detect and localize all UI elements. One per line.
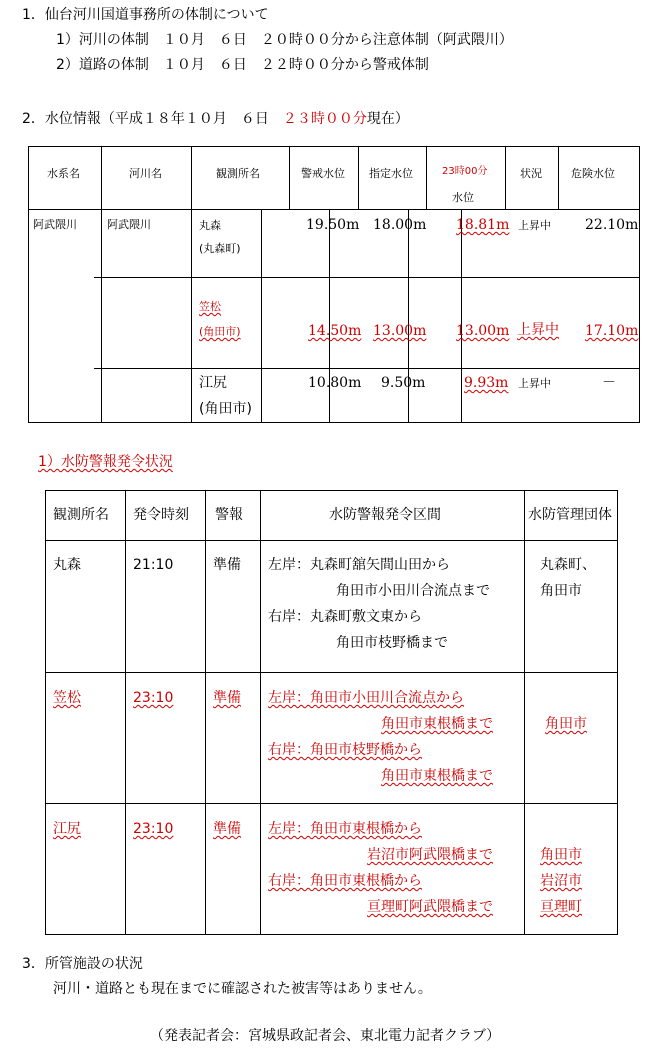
kasamatsu-warning-level: 14.50m [308, 323, 362, 339]
header-warning-level: 警戒水位 [290, 147, 359, 210]
flood-warning-heading: 1）水防警報発令状況 [38, 454, 173, 470]
station-kasamatsu-name: 笠松 [199, 300, 221, 313]
flood-row-time: 21:10 [126, 541, 206, 673]
section1-river-status: 1）河川の体制 １０月 ６日 ２０時００分から注意体制（阿武隈川） [56, 32, 513, 48]
flood-row-station: 丸森 [46, 541, 126, 673]
flood-row-alert: 準備 [206, 673, 261, 804]
flood-header-time: 発令時刻 [126, 491, 206, 541]
marumori-danger-level: 22.10m [585, 217, 639, 233]
kasamatsu-current-level: 13.00m [456, 323, 510, 339]
header-designated-level: 指定水位 [359, 147, 427, 210]
station-marumori-name: 丸森 [199, 219, 221, 232]
header-current-level: 23時00分 水位 [427, 147, 506, 210]
marumori-designated-level: 18.00m [373, 217, 427, 233]
flood-warning-table [45, 490, 618, 935]
cell-system: 阿武隈川 [29, 210, 102, 423]
press-footer: （発表記者会：宮城県政記者会、東北電力記者クラブ） [150, 1028, 501, 1044]
flood-row-alert: 準備 [206, 804, 261, 935]
station-ejiri-name: 江尻 [199, 375, 227, 391]
flood-row-station: 笠松 [46, 673, 126, 804]
header-station: 観測所名 [192, 147, 290, 210]
section1-heading: 1．仙台河川国道事務所の体制について [22, 7, 269, 23]
station-marumori-location: (丸森町) [199, 242, 241, 255]
kasamatsu-status: 上昇中 [517, 322, 559, 338]
section3-body: 河川・道路とも現在までに確認された被害等はありません。 [53, 981, 432, 997]
flood-header-station: 観測所名 [46, 491, 126, 541]
flood-row-sections: 左岸：丸森町舘矢間山田から 角田市小田川合流点まで 右岸：丸森町敷文東から 角田市枝野橋まで [261, 541, 525, 673]
station-ejiri-location: (角田市) [199, 401, 252, 417]
section2-heading-suffix: 現在） [366, 111, 409, 127]
flood-row-alert: 準備 [206, 541, 261, 673]
section2-heading-prefix: 2．水位情報（平成１８年１０月 ６日 [22, 111, 269, 127]
kasamatsu-danger-level: 17.10m [585, 323, 639, 339]
flood-row-orgs: 角田市 [525, 673, 618, 804]
ejiri-designated-level: 9.50m [381, 375, 426, 391]
marumori-current-level: 18.81m [456, 217, 510, 233]
flood-row-orgs: 丸森町、 角田市 [525, 541, 618, 673]
ejiri-danger-level: － [602, 375, 616, 391]
flood-row-orgs: 角田市 岩沼市 亘理町 [525, 804, 618, 935]
section2-heading [22, 110, 409, 128]
station-kasamatsu-location: (角田市) [199, 325, 241, 338]
flood-header-section: 水防警報発令区間 [261, 491, 525, 541]
flood-row-time: 23:10 [126, 804, 206, 935]
cell-river: 阿武隈川 [102, 210, 192, 423]
flood-header-alert: 警報 [206, 491, 261, 541]
kasamatsu-designated-level: 13.00m [373, 323, 427, 339]
flood-row-sections: 左岸：角田市小田川合流点から 角田市東根橋まで 右岸：角田市枝野橋から 角田市東根橋まで [261, 673, 525, 804]
flood-row-station: 江尻 [46, 804, 126, 935]
marumori-status: 上昇中 [518, 219, 551, 232]
ejiri-status: 上昇中 [518, 377, 551, 390]
section1-road-status: 2）道路の体制 １０月 ６日 ２２時００分から警戒体制 [56, 57, 429, 73]
flood-row-sections: 左岸：角田市東根橋から 岩沼市阿武隈橋まで 右岸：角田市東根橋から 亘理町阿武隈橋まで [261, 804, 525, 935]
ejiri-current-level: 9.93m [464, 375, 509, 391]
ejiri-warning-level: 10.80m [308, 375, 362, 391]
header-danger-level: 危険水位 [559, 147, 640, 210]
flood-row-time: 23:10 [126, 673, 206, 804]
section2-heading-time: ２３時００分 [282, 111, 367, 127]
header-river: 河川名 [102, 147, 192, 210]
header-system: 水系名 [29, 147, 102, 210]
section3-heading: 3．所管施設の状況 [22, 956, 143, 972]
marumori-warning-level: 19.50m [306, 217, 360, 233]
header-status: 状況 [506, 147, 559, 210]
flood-header-org: 水防管理団体 [525, 491, 618, 541]
